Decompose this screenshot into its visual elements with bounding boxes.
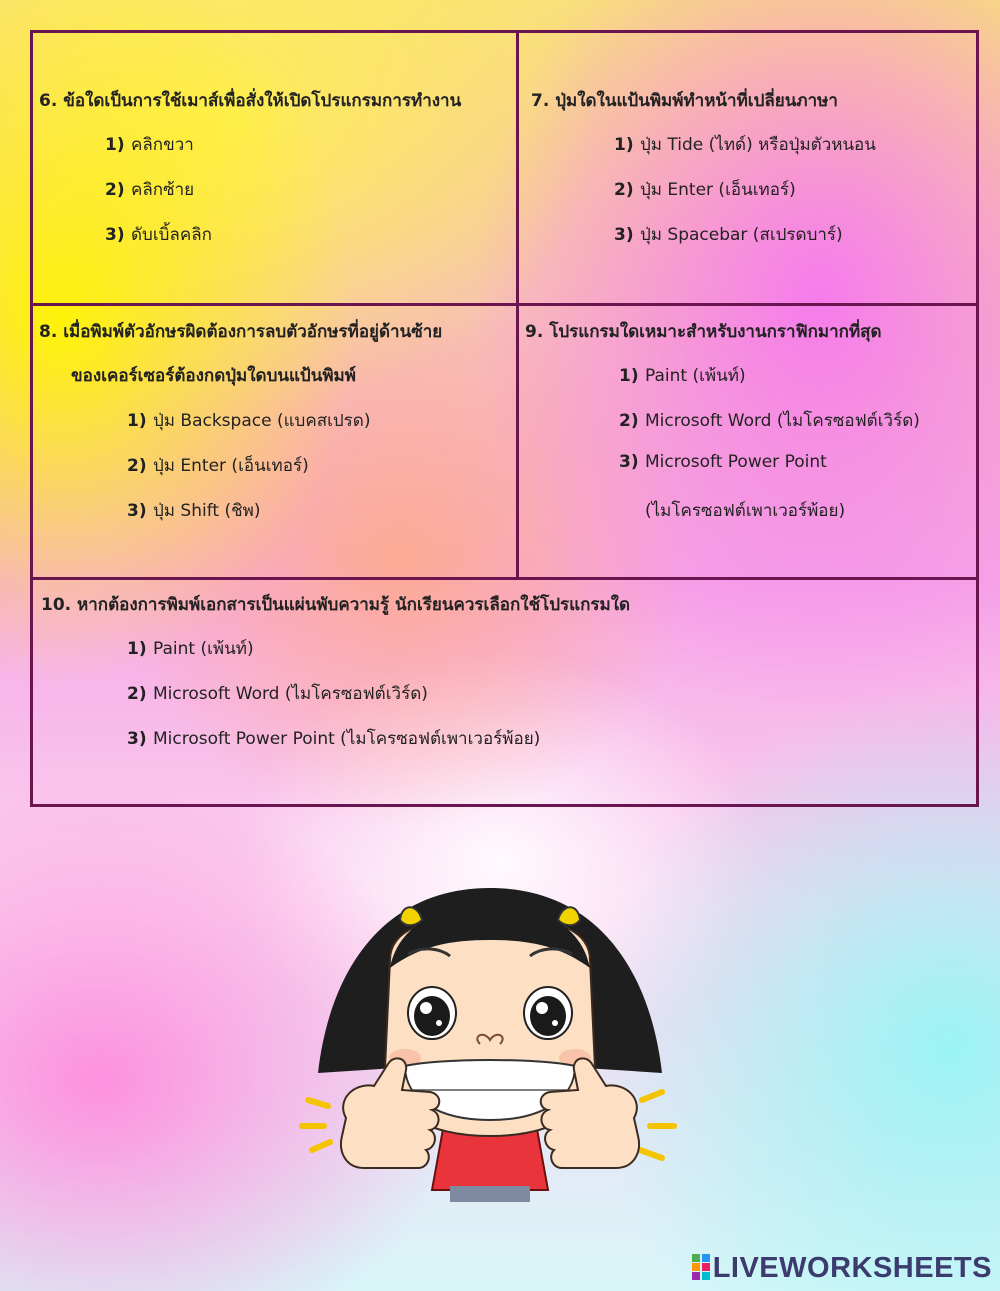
option-number: 2) — [105, 180, 125, 200]
option-number: 1) — [127, 639, 147, 659]
question-7-cell — [519, 33, 976, 306]
sparkle-lines-right — [640, 1092, 674, 1158]
question-8-text-line2: ของเคอร์เซอร์ต้องกดปุ่มใดบนแป้นพิมพ์ — [71, 366, 356, 386]
q10-option-3[interactable] — [127, 725, 540, 752]
question-6-text: 6. ข้อใดเป็นการใช้เมาส์เพื่อสั่งให้เปิดโปรแกรมการทำงาน — [39, 91, 462, 111]
option-number: 1) — [127, 411, 147, 431]
option-text: คลิกขวา — [131, 135, 194, 155]
option-number: 1) — [105, 135, 125, 155]
liveworksheets-logo[interactable] — [692, 1252, 992, 1285]
option-text: ปุ่ม Enter (เอ็นเทอร์) — [153, 456, 309, 476]
question-grid — [30, 30, 979, 807]
question-8-text-line1: 8. เมื่อพิมพ์ตัวอักษรผิดต้องการลบตัวอักษรที่อยู่ด้านซ้าย — [39, 322, 443, 342]
q10-option-1[interactable] — [127, 635, 254, 662]
q9-option-3-line2: (ไมโครซอฟต์เพาเวอร์พ้อย) — [645, 501, 846, 521]
question-9-cell — [519, 306, 976, 580]
option-text: Paint (เพ้นท์) — [153, 639, 254, 659]
option-text: ปุ่ม Spacebar (สเปรดบาร์) — [640, 225, 843, 245]
option-text: Microsoft Word (ไมโครซอฟต์เวิร์ด) — [153, 684, 428, 704]
question-10-text: 10. หากต้องการพิมพ์เอกสารเป็นแผ่นพับความรู้ นักเรียนควรเลือกใช้โปรแกรมใด — [41, 595, 631, 615]
option-number: 3) — [619, 452, 639, 472]
option-text: ดับเบิ้ลคลิก — [131, 225, 212, 245]
option-number: 2) — [614, 180, 634, 200]
question-9-text: 9. โปรแกรมใดเหมาะสำหรับงานกราฟิกมากที่สุด — [525, 322, 882, 342]
q7-option-3[interactable] — [614, 221, 843, 248]
option-number: 1) — [619, 366, 639, 386]
question-10-cell — [33, 580, 976, 804]
question-6-cell — [33, 33, 519, 306]
option-number: 3) — [614, 225, 634, 245]
option-number: 3) — [105, 225, 125, 245]
option-text: ปุ่ม Shift (ชิพ) — [153, 501, 261, 521]
option-number: 1) — [614, 135, 634, 155]
option-number: 3) — [127, 729, 147, 749]
option-text: Microsoft Power Point (ไมโครซอฟต์เพาเวอร์พ้อย) — [153, 729, 541, 749]
q6-option-1[interactable] — [105, 131, 194, 158]
q6-option-2[interactable] — [105, 176, 194, 203]
logo-text: LIVEWORKSHEETS — [712, 1252, 992, 1284]
q9-option-1[interactable] — [619, 362, 746, 389]
option-number: 3) — [127, 501, 147, 521]
q9-option-3[interactable] — [619, 452, 827, 472]
option-text: ปุ่ม Backspace (แบคสเปรด) — [153, 411, 371, 431]
q8-option-3[interactable] — [127, 497, 260, 524]
option-number: 2) — [619, 411, 639, 431]
q8-option-2[interactable] — [127, 452, 309, 479]
q7-option-2[interactable] — [614, 176, 796, 203]
option-text: Paint (เพ้นท์) — [645, 366, 746, 386]
sparkle-lines-left — [302, 1100, 330, 1150]
option-number: 2) — [127, 684, 147, 704]
option-text: Microsoft Power Point — [645, 452, 827, 472]
option-text: ปุ่ม Tide (ไทด์) หรือปุ่มตัวหนอน — [640, 135, 876, 155]
question-8-cell — [33, 306, 519, 580]
q9-option-2[interactable] — [619, 407, 920, 434]
option-number: 2) — [127, 456, 147, 476]
option-text: Microsoft Word (ไมโครซอฟต์เวิร์ด) — [645, 411, 920, 431]
q6-option-3[interactable] — [105, 221, 212, 248]
q7-option-1[interactable] — [614, 131, 876, 158]
question-7-text: 7. ปุ่มใดในแป้นพิมพ์ทำหน้าที่เปลี่ยนภาษา — [531, 91, 838, 111]
option-text: คลิกซ้าย — [131, 180, 195, 200]
thumbs-up-girl-illustration — [290, 868, 690, 1202]
option-text: ปุ่ม Enter (เอ็นเทอร์) — [640, 180, 796, 200]
q10-option-2[interactable] — [127, 680, 428, 707]
q8-option-1[interactable] — [127, 407, 370, 434]
liveworksheets-logo-icon — [692, 1254, 710, 1280]
